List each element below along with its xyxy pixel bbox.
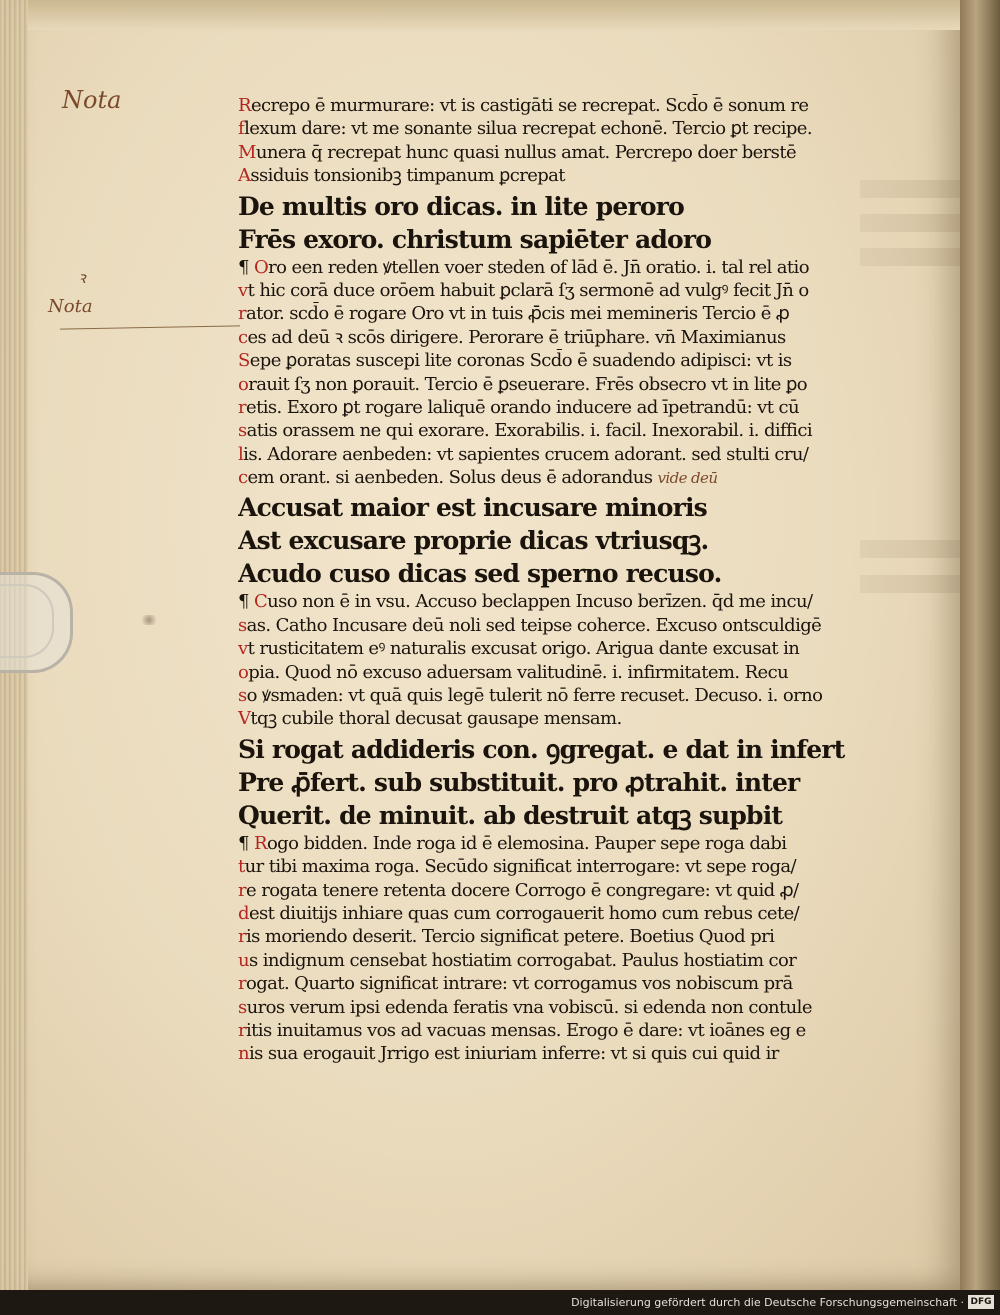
dfg-logo: DFG xyxy=(968,1295,994,1309)
text-line: re rogata tenere retenta docere Corrogo ē congregare: vt quid ꝓ/ xyxy=(238,879,799,901)
text-line: rator. scd̄o ē rogare Oro vt in tuis ꝓ̄cis mei memineris Tercio ē ꝓ xyxy=(238,303,790,325)
rubricated-initial: S xyxy=(238,350,250,372)
verse-line: Accusat maior est incusare minoris xyxy=(238,493,707,523)
verse-line: Frēs exoro. christum sapiēter adoro xyxy=(238,224,712,254)
text-line: dest diuitijs inhiare quas cum corrogauerit homo cum rebus cete/ xyxy=(238,902,800,924)
text-line: ritis inuitamus vos ad vacuas mensas. Erogo ē dare: vt ioānes eg e xyxy=(238,1019,806,1041)
text-span: cem orant. si aenbeden. Solus deus ē adorandus xyxy=(238,467,653,489)
rubricated-initial: s xyxy=(238,420,247,442)
verse-oro xyxy=(238,190,880,256)
text-line: ¶ Oro een reden ꝟtellen voer steden of lād ē. Jn̄ oratio. i. tal rel atio xyxy=(238,256,809,278)
paragraph-recrepo xyxy=(238,94,880,188)
text-line: orauit ſʒ non ꝑorauit. Tercio ē ꝑseuerare. Frēs obsecro vt in lite ꝑo xyxy=(238,373,808,395)
rubricated-initial: r xyxy=(238,1019,247,1041)
rubricated-initial: t xyxy=(238,856,245,878)
text-line: ¶ Rogo bidden. Inde roga id ē elemosina. Pauper sepe roga dabi xyxy=(238,832,787,854)
inline-manuscript-note: vide deū xyxy=(657,469,718,488)
rubricated-initial: v xyxy=(238,638,248,660)
margin-note-nota-2: Nota xyxy=(48,296,93,317)
text-line: ces ad deū ꝛ scōs dirigere. Perorare ē triūphare. vn̄ Maximianus xyxy=(238,326,786,348)
text-line: ¶ Cuso non ē in vsu. Accuso beclappen Incuso berīzen. q̄d me incu/ xyxy=(238,591,813,613)
rubricated-initial: c xyxy=(238,467,248,489)
text-line: ris moriendo deserit. Tercio significat petere. Boetius Quod pri xyxy=(238,926,775,948)
text-line: lis. Adorare aenbeden: vt sapientes crucem adorant. sed stulti cru/ xyxy=(238,443,809,465)
text-line: sas. Catho Incusare deū noli sed teipse coherce. Excuso ontsculdigē xyxy=(238,614,822,636)
text-line: vt rusticitatem eꝰ naturalis excusat origo. Arigua dante excusat in xyxy=(238,638,800,660)
text-line: retis. Exoro ꝑt rogare laliquē orando inducere ad īpetrandū: vt cū xyxy=(238,396,799,418)
rubricated-initial: r xyxy=(238,926,247,948)
text-line: us indignum censebat hostiatim corrogabat. Paulus hostiatim cor xyxy=(238,949,797,971)
rubricated-initial: s xyxy=(238,996,247,1018)
text-line: suros verum ipsi edenda feratis vna vobiscū. si edenda non contule xyxy=(238,996,812,1018)
text-line xyxy=(238,466,880,489)
rubricated-initial: l xyxy=(238,443,244,465)
rubricated-initial: M xyxy=(238,141,256,163)
rubricated-initial: d xyxy=(238,902,249,924)
rubricated-initial: r xyxy=(238,973,247,995)
paragraph-rogo xyxy=(238,832,880,1066)
verse-line: Pre ꝓ̄fert. sub substituit. pro ꝓtrahit. inter xyxy=(238,767,800,797)
text-line: so ꝟsmaden: vt quā quis legē tulerit nō ferre recuset. Decuso. i. orno xyxy=(238,685,823,707)
text-line: tur tibi maxima roga. Secūdo significat interrogare: vt sepe roga/ xyxy=(238,856,796,878)
rubricated-initial: v xyxy=(238,279,248,301)
paper-clip-inner xyxy=(0,584,54,658)
rubricated-initial: V xyxy=(238,708,251,730)
funding-credit: Digitalisierung gefördert durch die Deutsche Forschungsgemeinschaft · xyxy=(571,1296,964,1309)
verse-line: Si rogat addideris con. ꝯgregat. e dat in infert xyxy=(238,734,845,764)
paragraph-cuso xyxy=(238,590,880,730)
verse-line: Acudo cuso dicas sed sperno recuso. xyxy=(238,559,722,589)
text-line: opia. Quod nō excuso aduersam valitudinē. i. infirmitatem. Recu xyxy=(238,661,789,683)
verse-line: Querit. de minuit. ab destruit atqꝫ supbit xyxy=(238,800,783,830)
rubricated-initial: n xyxy=(238,1043,249,1065)
verse-rogat xyxy=(238,733,880,832)
text-line: Recrepo ē murmurare: vt is castigāti se recrepat. Scd̄o ē sonum re xyxy=(238,95,809,116)
paragraph-oro xyxy=(238,256,880,490)
rubricated-initial: f xyxy=(238,118,245,140)
rubricated-initial: s xyxy=(238,614,247,636)
rubricated-initial: O xyxy=(253,256,269,278)
rubricated-initial: o xyxy=(238,373,249,395)
incunable-text-block xyxy=(238,94,880,1066)
rubricated-initial: c xyxy=(238,326,248,348)
text-line: flexum dare: vt me sonante silua recrepat echonē. Tercio ꝑt recipe. xyxy=(238,118,812,140)
text-line: rogat. Quarto significat intrare: vt corrogamus vos nobiscum prā xyxy=(238,973,793,995)
verse-line: De multis oro dicas. in lite peroro xyxy=(238,191,684,221)
rubricated-initial: o xyxy=(238,661,249,683)
text-line: vt hic corā duce orōem habuit ꝑclarā ſʒ sermonē ad vulgꝰ fecit Jn̄ o xyxy=(238,279,809,301)
book-gutter xyxy=(960,0,1000,1290)
rubricated-initial: s xyxy=(238,685,247,707)
rubricated-initial: C xyxy=(253,591,268,613)
text-line: nis sua erogauit Jrrigo est iniuriam inferre: vt si quis cui quid ir xyxy=(238,1043,779,1065)
margin-note-nota-1: Nota xyxy=(62,86,122,114)
rubricated-initial: R xyxy=(238,95,251,116)
text-line: satis orassem ne qui exorare. Exorabilis. i. facil. Inexorabil. i. diffici xyxy=(238,420,812,442)
text-line: Munera q̄ recrepat hunc quasi nullus amat. Percrepo doer berstē xyxy=(238,141,797,163)
rubricated-initial: R xyxy=(253,832,267,854)
rubricated-initial: r xyxy=(238,303,247,325)
page-edge-top xyxy=(28,0,960,30)
rubricated-initial: A xyxy=(238,165,251,187)
ink-blot xyxy=(139,615,159,625)
rubricated-initial: u xyxy=(238,949,249,971)
verse-line: Ast excusare proprie dicas vtriusqꝫ. xyxy=(238,526,709,556)
verse-accusat xyxy=(238,491,880,590)
margin-note-mark: ꝛ xyxy=(78,268,86,287)
rubricated-initial: r xyxy=(238,396,247,418)
rubricated-initial: r xyxy=(238,879,247,901)
text-line: Sepe ꝑoratas suscepi lite coronas Scd̄o ē suadendo adipisci: vt is xyxy=(238,350,792,372)
text-line: Assiduis tonsionibꝫ timpanum ꝑcrepat xyxy=(238,165,565,187)
text-line: Vtqꝫ cubile thoral decusat gausape mensam. xyxy=(238,708,622,730)
